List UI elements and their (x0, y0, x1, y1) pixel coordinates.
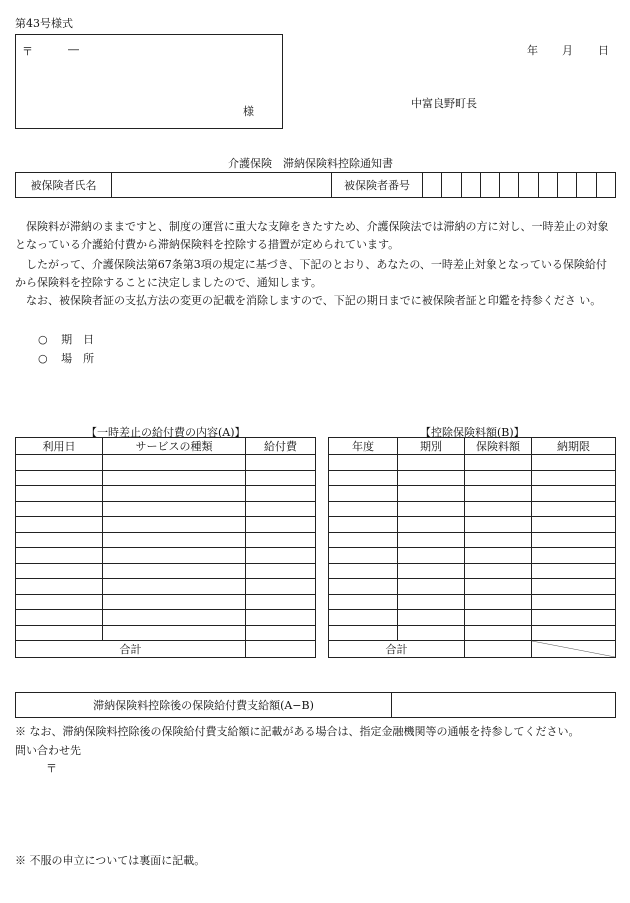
table-b-cell (329, 532, 398, 548)
table-b-row (329, 501, 616, 517)
table-b-cell (532, 610, 616, 626)
body-paragraph-2: したがって、介護保険法第67条第3項の規定に基づき、下記のとおり、あなたの、一時差止対象となっている保険給付から保険料を控除することに決定しましたので、通知します。 (15, 258, 607, 289)
table-b-cell (532, 625, 616, 641)
table-a (15, 437, 316, 658)
insured-number-cell (538, 173, 557, 198)
postal-dash: ― (68, 43, 79, 56)
date-month: 月 (562, 44, 573, 57)
table-a-row (16, 594, 316, 610)
table-a-cell (246, 563, 316, 579)
insured-number-cell (500, 173, 519, 198)
table-b-total-value (465, 641, 532, 658)
item-date (38, 331, 94, 347)
table-b-cell (465, 579, 532, 595)
table-b-row (329, 486, 616, 502)
table-b-header: 期別 (398, 438, 465, 455)
table-b-cell (465, 486, 532, 502)
table-b-cell (329, 594, 398, 610)
table-a-cell (16, 532, 103, 548)
table-b-row (329, 563, 616, 579)
form-number: 第43号様式 (15, 17, 73, 30)
item-bullet: ○ (38, 333, 48, 346)
table-a-cell (16, 594, 103, 610)
insured-number-cell (480, 173, 499, 198)
table-b-cell (465, 470, 532, 486)
issuer: 中富良野町長 (411, 97, 477, 110)
table-a-title: 【一時差止の給付費の内容(A)】 (86, 426, 246, 439)
table-a-header: サービスの種類 (103, 438, 246, 455)
table-b-cell (398, 579, 465, 595)
table-a-cell (16, 486, 103, 502)
table-a-cell (103, 610, 246, 626)
table-b-cell (329, 579, 398, 595)
table-a-cell (246, 548, 316, 564)
date-year: 年 (527, 44, 538, 57)
addressee-suffix: 様 (243, 105, 254, 118)
table-b-cell (329, 501, 398, 517)
table-b-cell (398, 563, 465, 579)
table-b-row (329, 594, 616, 610)
table-a-cell (16, 548, 103, 564)
inquiry-label: 問い合わせ先 (15, 744, 81, 757)
table-b-cell (398, 610, 465, 626)
table-b-row (329, 625, 616, 641)
table-b-title: 【控除保険料額(B)】 (420, 426, 525, 439)
address-box (15, 34, 283, 129)
note-appeal: ※ 不服の申立については裏面に記載。 (15, 854, 206, 867)
table-a-cell (103, 625, 246, 641)
table-a-cell (103, 517, 246, 533)
table-b-cell (465, 625, 532, 641)
table-b-total-label: 合計 (329, 641, 465, 658)
table-b-cell (329, 563, 398, 579)
table-b-cell (465, 532, 532, 548)
table-a-cell (246, 532, 316, 548)
table-a-cell (16, 610, 103, 626)
table-a-row (16, 563, 316, 579)
diagonal-line (532, 641, 615, 657)
insured-name-value (112, 173, 332, 198)
table-b-cell (532, 455, 616, 471)
table-b-cell (329, 455, 398, 471)
table-b-cell (398, 517, 465, 533)
table-a-cell (246, 470, 316, 486)
insured-table (15, 172, 616, 198)
table-a-cell (16, 579, 103, 595)
table-b-cell (329, 517, 398, 533)
payment-value (392, 693, 616, 718)
table-a-cell (103, 501, 246, 517)
item-label: 期 日 (61, 333, 95, 346)
document-title: 介護保険 滞納保険料控除通知書 (228, 157, 393, 170)
insured-number-cell (442, 173, 461, 198)
table-a-cell (16, 470, 103, 486)
table-b-cell (398, 470, 465, 486)
table-b-cell (398, 548, 465, 564)
table-a-total-label: 合計 (16, 641, 246, 658)
table-a-cell (16, 563, 103, 579)
table-b-cell (398, 501, 465, 517)
table-b-cell (398, 486, 465, 502)
body-paragraph-1: 保険料が滞納のままですと、制度の運営に重大な支障をきたすため、介護保険法では滞納の方に対し、一時差止の対象となっている介護給付費から滞納保険料を控除する措置が定められています。 (15, 220, 609, 251)
table-a-cell (103, 532, 246, 548)
table-b-cell (398, 625, 465, 641)
insured-number-cell (596, 173, 615, 198)
table-a-cell (16, 501, 103, 517)
table-a-cell (103, 470, 246, 486)
date-day: 日 (598, 44, 609, 57)
table-b-cell (532, 532, 616, 548)
table-b-cell (329, 625, 398, 641)
item-label: 場 所 (61, 352, 95, 365)
table-a-cell (16, 517, 103, 533)
table-b-cell (329, 548, 398, 564)
table-b-cell (329, 610, 398, 626)
table-a-cell (246, 579, 316, 595)
insured-number-cell (461, 173, 480, 198)
table-a-header: 利用日 (16, 438, 103, 455)
table-a-cell (16, 625, 103, 641)
insured-number-label: 被保険者番号 (332, 173, 423, 198)
table-b-cell (532, 517, 616, 533)
table-a-row (16, 548, 316, 564)
table-b-header: 納期限 (532, 438, 616, 455)
postal-mark: 〒 (22, 45, 33, 58)
table-b-cell (532, 470, 616, 486)
table-a-cell (246, 501, 316, 517)
insured-number-cell (423, 173, 442, 198)
table-b-cell (465, 610, 532, 626)
table-a-cell (103, 486, 246, 502)
table-b-cell (465, 501, 532, 517)
table-b-cell (398, 532, 465, 548)
table-b-cell (465, 455, 532, 471)
table-a-cell (246, 486, 316, 502)
table-b-cell (465, 563, 532, 579)
table-a-cell (103, 579, 246, 595)
payment-table (15, 692, 616, 718)
table-b-row (329, 517, 616, 533)
table-a-cell (246, 610, 316, 626)
table-b-row (329, 532, 616, 548)
table-a-cell (246, 455, 316, 471)
table-a-row (16, 625, 316, 641)
table-b-cell (532, 594, 616, 610)
table-a-cell (103, 548, 246, 564)
inquiry-postal-mark: 〒 (46, 762, 57, 775)
table-b-header: 年度 (329, 438, 398, 455)
insured-number-cell (558, 173, 577, 198)
insured-name-label: 被保険者氏名 (16, 173, 112, 198)
table-a-total-value (246, 641, 316, 658)
table-a-cell (103, 563, 246, 579)
table-a-cell (246, 625, 316, 641)
table-a-cell (103, 594, 246, 610)
table-b-cell (398, 455, 465, 471)
insured-number-cell (519, 173, 538, 198)
table-b-cell (532, 548, 616, 564)
table-b-row (329, 455, 616, 471)
table-a-cell (103, 455, 246, 471)
table-a-cell (246, 517, 316, 533)
table-a-row (16, 470, 316, 486)
table-b (328, 437, 616, 658)
table-a-cell (246, 594, 316, 610)
table-b-cell (398, 594, 465, 610)
table-b-cell (465, 594, 532, 610)
table-a-row (16, 486, 316, 502)
body-paragraph-3: なお、被保険者証の支払方法の変更の記載を消除しますので、下記の期日までに被保険者証と印鑑を持参くださ い。 (26, 294, 602, 307)
table-b-diagonal-cell (532, 641, 616, 658)
table-a-row (16, 501, 316, 517)
table-a-row (16, 532, 316, 548)
table-b-row (329, 579, 616, 595)
table-b-row (329, 470, 616, 486)
table-b-cell (532, 563, 616, 579)
table-b-cell (329, 470, 398, 486)
table-b-header: 保険料額 (465, 438, 532, 455)
insured-number-cell (577, 173, 596, 198)
table-a-row (16, 579, 316, 595)
note-passbook: ※ なお、滞納保険料控除後の保険給付費支給額に記載がある場合は、指定金融機関等の通帳を持参してください。 (15, 725, 580, 738)
table-b-cell (465, 548, 532, 564)
payment-label: 滞納保険料控除後の保険給付費支給額(A−B) (16, 693, 392, 718)
table-b-cell (532, 579, 616, 595)
table-a-header: 給付費 (246, 438, 316, 455)
table-b-cell (329, 486, 398, 502)
item-place (38, 350, 94, 366)
table-b-cell (532, 486, 616, 502)
table-a-row (16, 517, 316, 533)
table-b-row (329, 548, 616, 564)
table-a-row (16, 610, 316, 626)
table-b-cell (532, 501, 616, 517)
table-a-row (16, 455, 316, 471)
item-bullet: ○ (38, 352, 48, 365)
table-b-cell (465, 517, 532, 533)
table-a-cell (16, 455, 103, 471)
table-b-row (329, 610, 616, 626)
